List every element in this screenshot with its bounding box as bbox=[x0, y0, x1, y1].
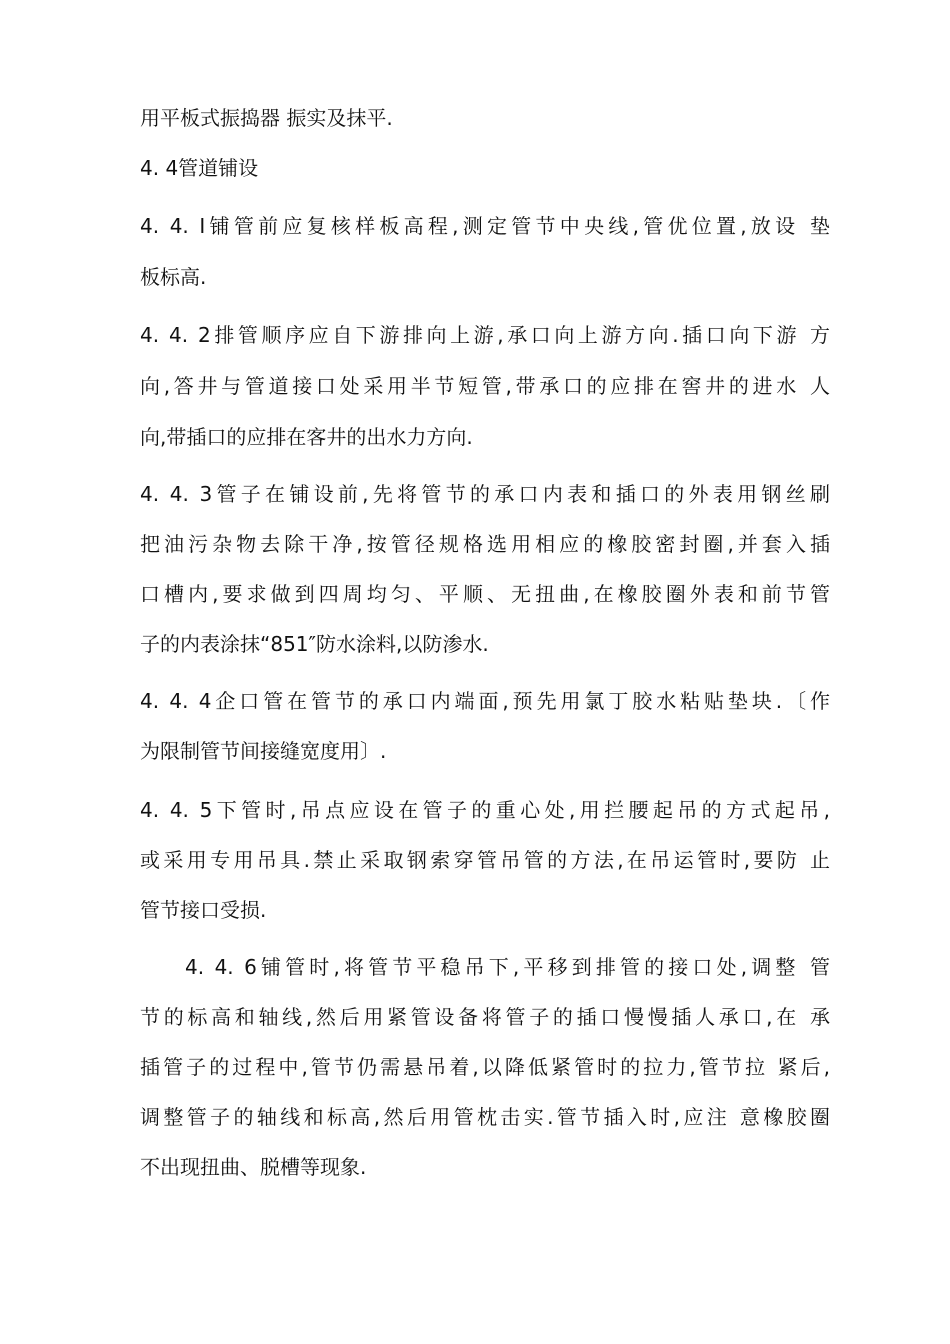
text-line-8: 4. 4. 3管子在铺设前,先将管节的承口内表和插口的外表用钢丝刷 bbox=[140, 482, 830, 506]
text-line-7: 向,带插口的应排在客井的出水力方向. bbox=[140, 425, 473, 449]
text-line-13: 为限制管节间接缝宽度用〕. bbox=[140, 739, 387, 763]
section-heading-4-4: 4. 4管道铺设 bbox=[140, 156, 259, 180]
text-line-19: 插管子的过程中,管节仍需悬吊着,以降低紧管时的拉力,管节拉 紧后, bbox=[140, 1055, 830, 1079]
text-line-16: 管节接口受损. bbox=[140, 898, 267, 922]
text-line-17: 4. 4. 6铺管时,将管节平稳吊下,平移到排管的接口处,调整 管 bbox=[185, 955, 830, 979]
text-line-14: 4. 4. 5下管时,吊点应设在管子的重心处,用拦腰起吊的方式起吊, bbox=[140, 798, 830, 822]
text-line-5: 4. 4. 2排管顺序应自下游排向上游,承口向上游方向.插口向下游 方 bbox=[140, 323, 830, 347]
text-line-18: 节的标高和轴线,然后用紧管设备将管子的插口慢慢插人承口,在 承 bbox=[140, 1005, 830, 1029]
text-line-12: 4. 4. 4企口管在管节的承口内端面,预先用氯丁胶水粘贴垫块.〔作 bbox=[140, 689, 830, 713]
text-line-3: 4. 4. I铺管前应复核样板高程,测定管节中央线,管优位置,放设 垫 bbox=[140, 214, 830, 238]
text-line-4: 板标高. bbox=[140, 265, 207, 289]
text-line-15: 或采用专用吊具.禁止采取钢索穿管吊管的方法,在吊运管时,要防 止 bbox=[140, 848, 830, 872]
text-line-20: 调整管子的轴线和标高,然后用管枕击实.管节插入时,应注 意橡胶圈 bbox=[140, 1105, 830, 1129]
text-line-9: 把油污杂物去除干净,按管径规格选用相应的橡胶密封圈,并套入插 bbox=[140, 532, 830, 556]
text-line-1: 用平板式振捣器 振实及抹平. bbox=[140, 106, 393, 130]
text-line-11: 子的内表涂抹“851″防水涂料,以防渗水. bbox=[140, 632, 489, 656]
text-line-10: 口槽内,要求做到四周均匀、平顺、无扭曲,在橡胶圈外表和前节管 bbox=[140, 582, 830, 606]
text-line-21: 不出现扭曲、脱槽等现象. bbox=[140, 1155, 367, 1179]
text-line-6: 向,答井与管道接口处采用半节短管,带承口的应排在窖井的进水 人 bbox=[140, 374, 830, 398]
